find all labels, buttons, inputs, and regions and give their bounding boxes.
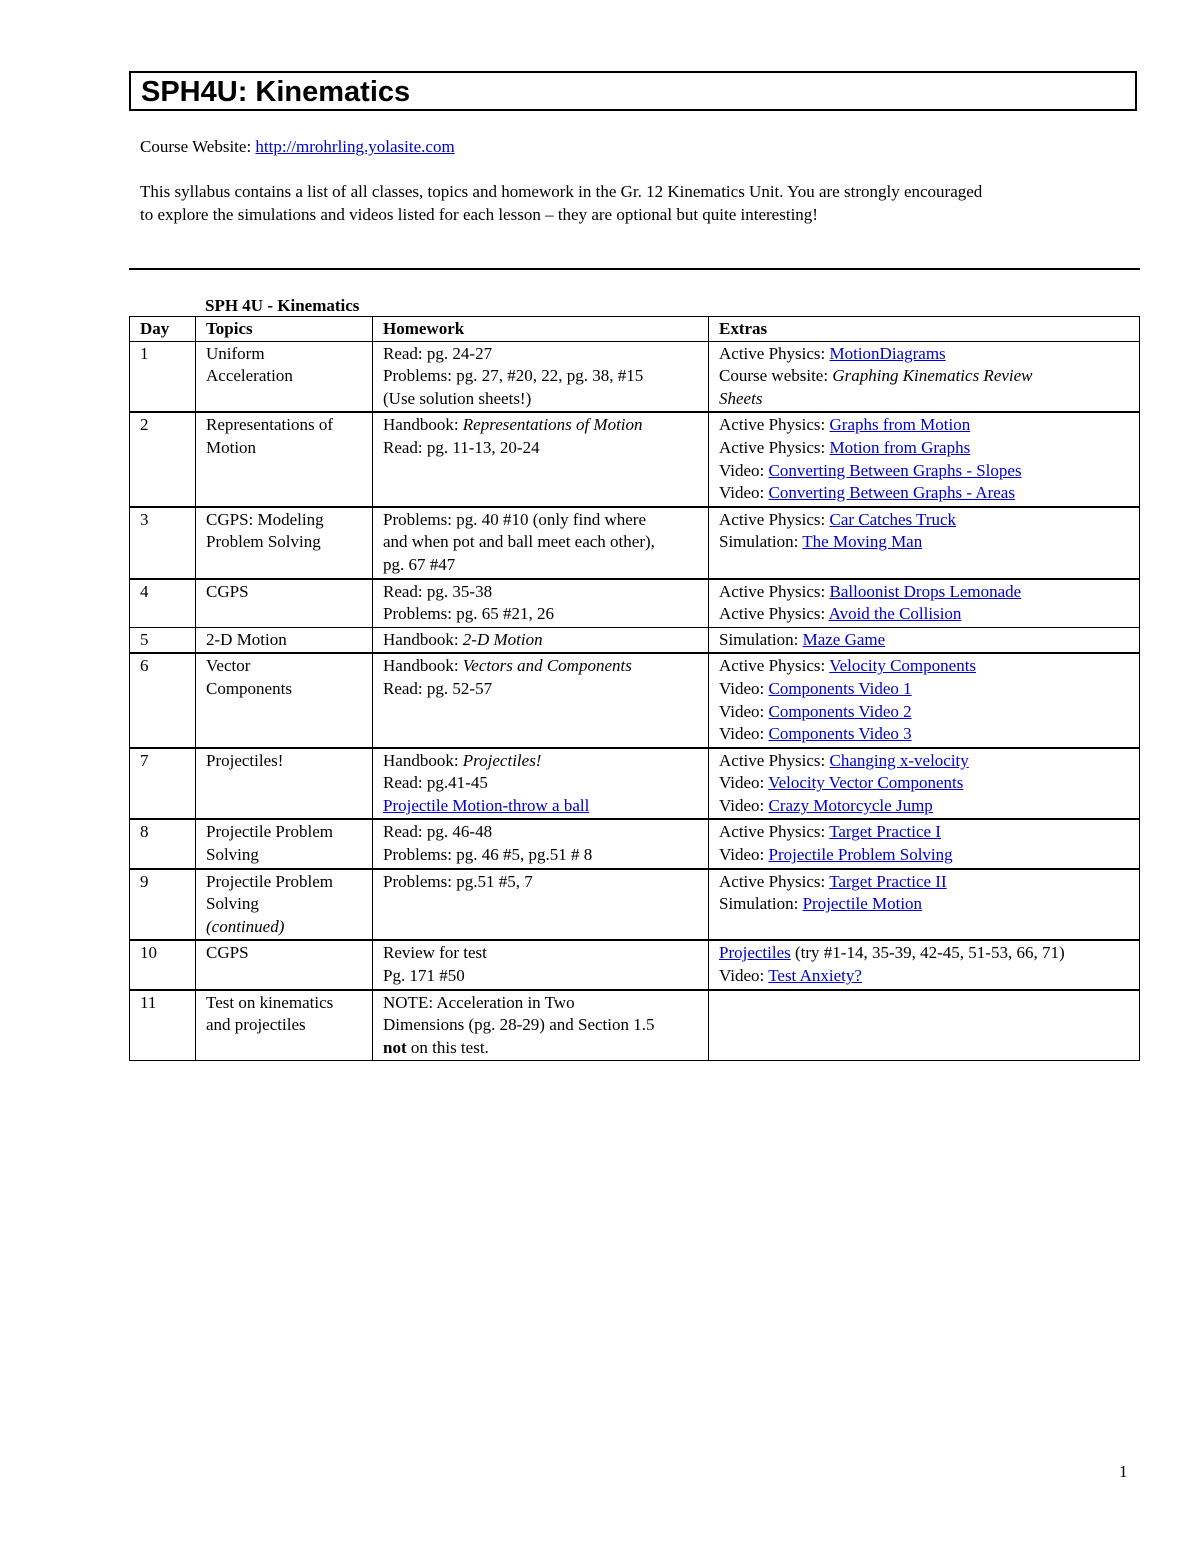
homework-cell	[373, 748, 709, 820]
italic-title: Graphing Kinematics Review	[832, 366, 1033, 386]
cell-line	[719, 965, 1129, 988]
day-cell	[130, 819, 196, 868]
line-text: pg. 67 #47	[383, 554, 456, 574]
resource-link[interactable]: Velocity Components	[829, 656, 977, 676]
topic-line: and projectiles	[206, 1015, 306, 1035]
line-text: Simulation:	[719, 629, 803, 649]
cell-line	[719, 414, 1129, 437]
resource-link[interactable]: Target Practice I	[829, 822, 941, 842]
table-row	[130, 627, 1140, 653]
cell-line	[383, 388, 698, 411]
line-text: Active Physics:	[719, 437, 830, 457]
extras-cell	[709, 653, 1140, 747]
topic-line: Test on kinematics	[206, 992, 334, 1012]
line-text: Active Physics:	[719, 343, 830, 363]
topic-line: Solving	[206, 894, 259, 914]
line-text: Read: pg. 11-13, 20-24	[383, 437, 540, 457]
table-row	[130, 341, 1140, 412]
topics-cell	[196, 940, 373, 989]
line-text: Handbook:	[383, 750, 463, 770]
line-text: Read: pg. 24-27	[383, 343, 493, 363]
topic-line: CGPS: Modeling	[206, 509, 324, 529]
line-text: Video:	[719, 460, 769, 480]
line-text: Video:	[719, 773, 769, 793]
page-number: 1	[1119, 1462, 1128, 1481]
day-cell	[130, 627, 196, 653]
cell-line	[719, 844, 1129, 867]
day-number: 1	[140, 343, 149, 363]
cell-line	[383, 942, 698, 965]
topics-cell	[196, 748, 373, 820]
day-number: 11	[140, 992, 157, 1012]
cell-line	[719, 871, 1129, 894]
day-number: 10	[140, 943, 157, 963]
cell-line	[383, 365, 698, 388]
topics-cell	[196, 869, 373, 941]
topic-line: Acceleration	[206, 366, 293, 386]
topics-cell	[196, 579, 373, 628]
line-text: Video:	[719, 795, 769, 815]
cell-line	[383, 437, 698, 460]
cell-line	[383, 1014, 698, 1037]
section-divider	[129, 268, 1140, 270]
table-body	[130, 341, 1140, 1061]
resource-link[interactable]: Changing x-velocity	[829, 750, 969, 770]
title-box	[129, 71, 1137, 111]
course-website-line	[140, 136, 455, 158]
homework-cell	[373, 412, 709, 506]
resource-link[interactable]: Motion from Graphs	[829, 437, 971, 457]
table-row	[130, 940, 1140, 989]
topics-cell	[196, 507, 373, 579]
cell-line	[719, 581, 1129, 604]
cell-line	[383, 1037, 698, 1060]
cell-line	[383, 750, 698, 773]
topic-line: Vector	[206, 656, 251, 676]
day-number: 3	[140, 509, 149, 529]
day-number: 6	[140, 656, 149, 676]
cell-line	[383, 844, 698, 867]
cell-line	[383, 655, 698, 678]
line-text: Active Physics:	[719, 509, 830, 529]
line-text: Problems: pg.51 #5, 7	[383, 871, 533, 891]
topic-line: Motion	[206, 437, 257, 457]
day-cell	[130, 869, 196, 941]
extras-cell	[709, 869, 1140, 941]
extras-cell	[709, 507, 1140, 579]
topics-cell	[196, 653, 373, 747]
cell-line	[383, 531, 698, 554]
line-text: Dimensions (pg. 28-29) and Section 1.5	[383, 1015, 655, 1035]
topics-cell	[196, 341, 373, 412]
resource-link[interactable]: Avoid the Collision	[828, 604, 962, 624]
cell-line	[719, 437, 1129, 460]
intro-paragraph	[140, 180, 1130, 226]
resource-link[interactable]: Target Practice II	[829, 871, 947, 891]
homework-cell	[373, 341, 709, 412]
cell-line	[719, 509, 1129, 532]
homework-cell	[373, 940, 709, 989]
homework-cell	[373, 627, 709, 653]
day-cell	[130, 748, 196, 820]
topic-note: (continued)	[206, 916, 285, 936]
line-text: (try #1-14, 35-39, 42-45, 51-53, 66, 71)	[790, 943, 1065, 963]
line-text: Active Physics:	[719, 581, 830, 601]
line-text: NOTE: Acceleration in Two	[383, 992, 575, 1012]
topic-line: CGPS	[206, 581, 249, 601]
italic-title: Projectiles!	[462, 750, 542, 770]
table-title: SPH 4U - Kinematics	[205, 296, 360, 315]
resource-link[interactable]: Balloonist Drops Lemonade	[829, 581, 1022, 601]
table-row	[130, 990, 1140, 1061]
line-text: Active Physics:	[719, 415, 830, 435]
cell-line	[719, 365, 1129, 388]
course-website-label: Course Website:	[140, 137, 252, 156]
cell-line	[383, 965, 698, 988]
line-text: Video:	[719, 966, 769, 986]
topic-line: Components	[206, 678, 292, 698]
line-text: Review for test	[383, 943, 487, 963]
cell-line	[383, 629, 698, 652]
resource-link[interactable]: Projectile Problem Solving	[768, 845, 953, 865]
resource-link[interactable]: Components Video 2	[768, 701, 912, 721]
topic-line: Projectile Problem	[206, 822, 334, 842]
day-cell	[130, 507, 196, 579]
resource-link[interactable]: The Moving Man	[802, 532, 923, 552]
table-row	[130, 579, 1140, 628]
cell-line	[719, 629, 1129, 652]
italic-title: Representations of Motion	[462, 415, 643, 435]
line-text: Video:	[719, 724, 769, 744]
table-row	[130, 748, 1140, 820]
line-text: Active Physics:	[719, 604, 829, 624]
line-text: Problems: pg. 40 #10 (only find where	[383, 509, 646, 529]
italic-title: 2-D Motion	[462, 629, 543, 649]
line-text: Video:	[719, 678, 769, 698]
topic-line: Uniform	[206, 343, 265, 363]
day-number: 4	[140, 581, 149, 601]
topic-line: Solving	[206, 845, 259, 865]
extras-cell	[709, 990, 1140, 1061]
cell-line	[719, 821, 1129, 844]
topic-line: Problem Solving	[206, 532, 321, 552]
line-text: Read: pg. 52-57	[383, 678, 493, 698]
resource-link[interactable]: Converting Between Graphs - Slopes	[768, 460, 1022, 480]
cell-line	[719, 678, 1129, 701]
cell-line	[383, 603, 698, 626]
extras-cell	[709, 940, 1140, 989]
day-number: 7	[140, 750, 149, 770]
cell-line	[383, 871, 698, 894]
extras-cell	[709, 748, 1140, 820]
line-text: Active Physics:	[719, 871, 830, 891]
page-title: SPH4U: Kinematics	[141, 76, 411, 108]
cell-line	[383, 678, 698, 701]
resource-link[interactable]: Components Video 1	[768, 678, 912, 698]
resource-link[interactable]: Components Video 3	[768, 724, 912, 744]
cell-line	[719, 460, 1129, 483]
line-text: (Use solution sheets!)	[383, 388, 532, 408]
cell-line	[719, 795, 1129, 818]
line-text: Active Physics:	[719, 656, 830, 676]
topics-cell	[196, 819, 373, 868]
resource-link[interactable]: Test Anxiety?	[768, 966, 862, 986]
homework-cell	[373, 869, 709, 941]
intro-line: to explore the simulations and videos listed for each lesson – they are optional but quite interesting!	[140, 205, 818, 224]
day-number: 2	[140, 415, 149, 435]
cell-line	[383, 554, 698, 577]
line-text: Read: pg.41-45	[383, 773, 488, 793]
day-number: 5	[140, 629, 149, 649]
line-text: Problems: pg. 27, #20, 22, pg. 38, #15	[383, 366, 644, 386]
syllabus-table	[129, 316, 1140, 1061]
header-extras: Extras	[709, 317, 1140, 342]
line-text: Pg. 171 #50	[383, 966, 465, 986]
topics-cell	[196, 627, 373, 653]
cell-line	[719, 655, 1129, 678]
resource-link[interactable]: Car Catches Truck	[829, 509, 957, 529]
course-website-link[interactable]: http://mrohrling.yolasite.com	[255, 137, 455, 156]
resource-link[interactable]: Projectile Motion	[802, 894, 923, 914]
cell-line	[383, 343, 698, 366]
table-header-row	[130, 317, 1140, 342]
cell-line	[383, 772, 698, 795]
line-text: Active Physics:	[719, 750, 830, 770]
day-cell	[130, 990, 196, 1061]
line-text: Read: pg. 35-38	[383, 581, 493, 601]
homework-cell	[373, 819, 709, 868]
day-cell	[130, 653, 196, 747]
table-row	[130, 507, 1140, 579]
topic-line: Representations of	[206, 415, 333, 435]
resource-link[interactable]: Graphs from Motion	[829, 415, 971, 435]
line-text: Problems: pg. 65 #21, 26	[383, 604, 554, 624]
line-text: Handbook:	[383, 629, 463, 649]
resource-link[interactable]: Projectiles	[719, 943, 791, 963]
line-text: Video:	[719, 845, 769, 865]
cell-line	[719, 723, 1129, 746]
extras-cell	[709, 627, 1140, 653]
line-text: not on this test.	[383, 1037, 489, 1057]
day-cell	[130, 579, 196, 628]
header-day: Day	[130, 317, 196, 342]
table-row	[130, 869, 1140, 941]
header-topics: Topics	[196, 317, 373, 342]
line-text: and when pot and ball meet each other),	[383, 532, 655, 552]
line-text: Problems: pg. 46 #5, pg.51 # 8	[383, 845, 593, 865]
resource-link[interactable]: Converting Between Graphs - Areas	[768, 483, 1015, 503]
day-cell	[130, 412, 196, 506]
day-number: 9	[140, 871, 149, 891]
resource-link[interactable]: Projectile Motion-throw a ball	[383, 795, 590, 815]
cell-line	[383, 821, 698, 844]
topic-line: Projectiles!	[206, 750, 284, 770]
line-text: Read: pg. 46-48	[383, 822, 493, 842]
cell-line	[719, 482, 1129, 505]
homework-cell	[373, 653, 709, 747]
line-text: Handbook:	[383, 656, 463, 676]
cell-line	[383, 509, 698, 532]
cell-line	[719, 343, 1129, 366]
resource-link[interactable]: Crazy Motorcycle Jump	[768, 795, 933, 815]
line-text: Active Physics:	[719, 822, 830, 842]
homework-cell	[373, 507, 709, 579]
cell-line	[719, 531, 1129, 554]
cell-line	[383, 795, 698, 818]
extras-cell	[709, 819, 1140, 868]
cell-line	[719, 701, 1129, 724]
resource-link[interactable]: Velocity Vector Components	[768, 773, 964, 793]
topics-cell	[196, 412, 373, 506]
line-text: Handbook:	[383, 415, 463, 435]
topic-line: Projectile Problem	[206, 871, 334, 891]
cell-line	[719, 388, 1129, 411]
table-row	[130, 412, 1140, 506]
line-text: Simulation:	[719, 894, 803, 914]
topics-cell	[196, 990, 373, 1061]
homework-cell	[373, 990, 709, 1061]
extras-cell	[709, 579, 1140, 628]
cell-line	[719, 893, 1129, 916]
cell-line	[719, 750, 1129, 773]
homework-cell	[373, 579, 709, 628]
table-row	[130, 653, 1140, 747]
topic-line: CGPS	[206, 943, 249, 963]
resource-link[interactable]: MotionDiagrams	[829, 343, 946, 363]
extras-cell	[709, 341, 1140, 412]
cell-line	[383, 581, 698, 604]
line-text: Simulation:	[719, 532, 803, 552]
cell-line	[719, 772, 1129, 795]
intro-line: This syllabus contains a list of all classes, topics and homework in the Gr. 12 Kinematics Unit. You are strongly encouraged	[140, 182, 983, 201]
day-number: 8	[140, 822, 149, 842]
table-row	[130, 819, 1140, 868]
day-cell	[130, 940, 196, 989]
extras-cell	[709, 412, 1140, 506]
cell-line	[719, 942, 1129, 965]
line-text: Video:	[719, 701, 769, 721]
italic-title: Sheets	[719, 388, 763, 408]
italic-title: Vectors and Components	[462, 656, 632, 676]
header-homework: Homework	[373, 317, 709, 342]
line-text: Course website:	[719, 366, 833, 386]
cell-line	[383, 992, 698, 1015]
topic-line: 2-D Motion	[206, 629, 287, 649]
cell-line	[719, 603, 1129, 626]
resource-link[interactable]: Maze Game	[802, 629, 886, 649]
line-text: Video:	[719, 483, 769, 503]
day-cell	[130, 341, 196, 412]
cell-line	[383, 414, 698, 437]
